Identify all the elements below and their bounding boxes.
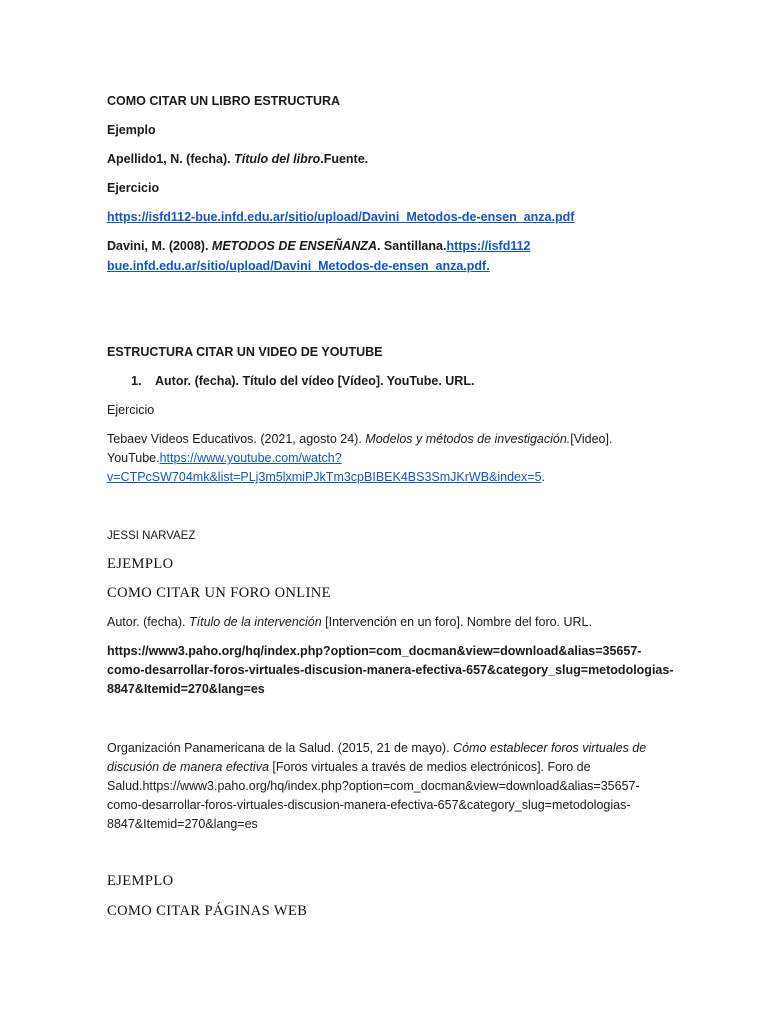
foro-citation-line4: como-desarrollar-foros-virtuales-discusion-manera-efectiva-657&category_slug=metodologias- <box>107 798 631 812</box>
foro-citation-line5: 8847&Itemid=270&lang=es <box>107 817 258 831</box>
libro-url-line <box>107 208 574 227</box>
foro-citation-line1 <box>107 739 646 758</box>
author-name: JESSI NARVAEZ <box>107 530 196 542</box>
video-ejercicio-label: Ejercicio <box>107 403 155 417</box>
video-citation-line1 <box>107 430 612 449</box>
video-citation-line2 <box>107 449 342 468</box>
video-list-text: Autor. (fecha). Título del vídeo [Vídeo]. YouTube. URL. <box>155 374 475 388</box>
foro-url-line1: https://www3.paho.org/hq/index.php?option=com_docman&view=download&alias=35657- <box>107 644 642 658</box>
video-citation-link-part1[interactable]: https://www.youtube.com/watch? <box>159 451 342 465</box>
video-list-item <box>107 372 474 391</box>
libro-citation-line2 <box>107 257 490 276</box>
libro-structure <box>107 150 368 169</box>
foro-citation-title-part2: discusión de manera efectiva <box>107 760 269 774</box>
video-citation-tail: [Video]. <box>570 432 613 446</box>
libro-citation-author: Davini, M. (2008). <box>107 239 212 253</box>
libro-citation-publisher: . Santillana. <box>376 239 447 253</box>
foro-heading: COMO CITAR UN FORO ONLINE <box>107 585 331 601</box>
foro-citation-author: Organización Panamericana de la Salud. (2015, 21 de mayo). <box>107 741 454 755</box>
video-citation-line3 <box>107 468 545 487</box>
libro-citation-link-part1[interactable]: https://isfd112 <box>446 239 531 253</box>
foro-structure-author: Autor. (fecha). <box>107 615 189 629</box>
libro-citation-line1 <box>107 237 531 256</box>
web-heading: COMO CITAR PÁGINAS WEB <box>107 903 308 919</box>
foro-url-line3: 8847&Itemid=270&lang=es <box>107 682 265 696</box>
foro-citation-line3: Salud.https://www3.paho.org/hq/index.php?option=com_docman&view=download&alias=35657- <box>107 779 640 793</box>
libro-citation-title: METODOS DE ENSEÑANZA <box>211 239 377 253</box>
foro-citation-title-part1: Cómo establecer foros virtuales de <box>453 741 647 755</box>
libro-heading: COMO CITAR UN LIBRO ESTRUCTURA <box>107 94 341 108</box>
video-citation-youtube: YouTube. <box>107 451 160 465</box>
foro-url-line2: como-desarrollar-foros-virtuales-discusion-manera-efectiva-657&category_slug=metodologias- <box>107 663 674 677</box>
libro-url-link[interactable]: https://isfd112-bue.infd.edu.ar/sitio/upload/Davini_Metodos-de-ensen_anza.pdf <box>107 210 575 224</box>
libro-structure-author: Apellido1, N. (fecha). <box>107 152 235 166</box>
video-citation-title: Modelos y métodos de investigación. <box>365 432 571 446</box>
video-list-number: 1. <box>131 374 142 388</box>
foro-structure <box>107 613 592 632</box>
libro-ejercicio-label: Ejercicio <box>107 181 160 195</box>
foro-citation-tail-part2: [Foros virtuales a través de medios electrónicos]. Foro de <box>268 760 591 774</box>
libro-citation-link-part2[interactable]: bue.infd.edu.ar/sitio/upload/Davini_Metodos-de-ensen_anza.pdf. <box>107 259 490 273</box>
web-ejemplo-heading: EJEMPLO <box>107 873 174 889</box>
foro-structure-tail: [Intervención en un foro]. Nombre del foro. URL. <box>321 615 592 629</box>
foro-structure-title: Título de la intervención <box>188 615 322 629</box>
libro-structure-tail: .Fuente. <box>320 152 369 166</box>
foro-citation-line2 <box>107 758 591 777</box>
libro-structure-title: Título del libro <box>234 152 321 166</box>
libro-ejemplo-label: Ejemplo <box>107 123 156 137</box>
video-citation-end: . <box>541 470 545 484</box>
video-citation-author: Tebaev Videos Educativos. (2021, agosto 24). <box>107 432 366 446</box>
video-citation-link-part2[interactable]: v=CTPcSW704mk&list=PLj3m5lxmiPJkTm3cpBIBEK4BS3SmJKrWB&index=5 <box>107 470 542 484</box>
foro-ejemplo-heading: EJEMPLO <box>107 556 174 572</box>
video-heading: ESTRUCTURA CITAR UN VIDEO DE YOUTUBE <box>107 345 383 359</box>
